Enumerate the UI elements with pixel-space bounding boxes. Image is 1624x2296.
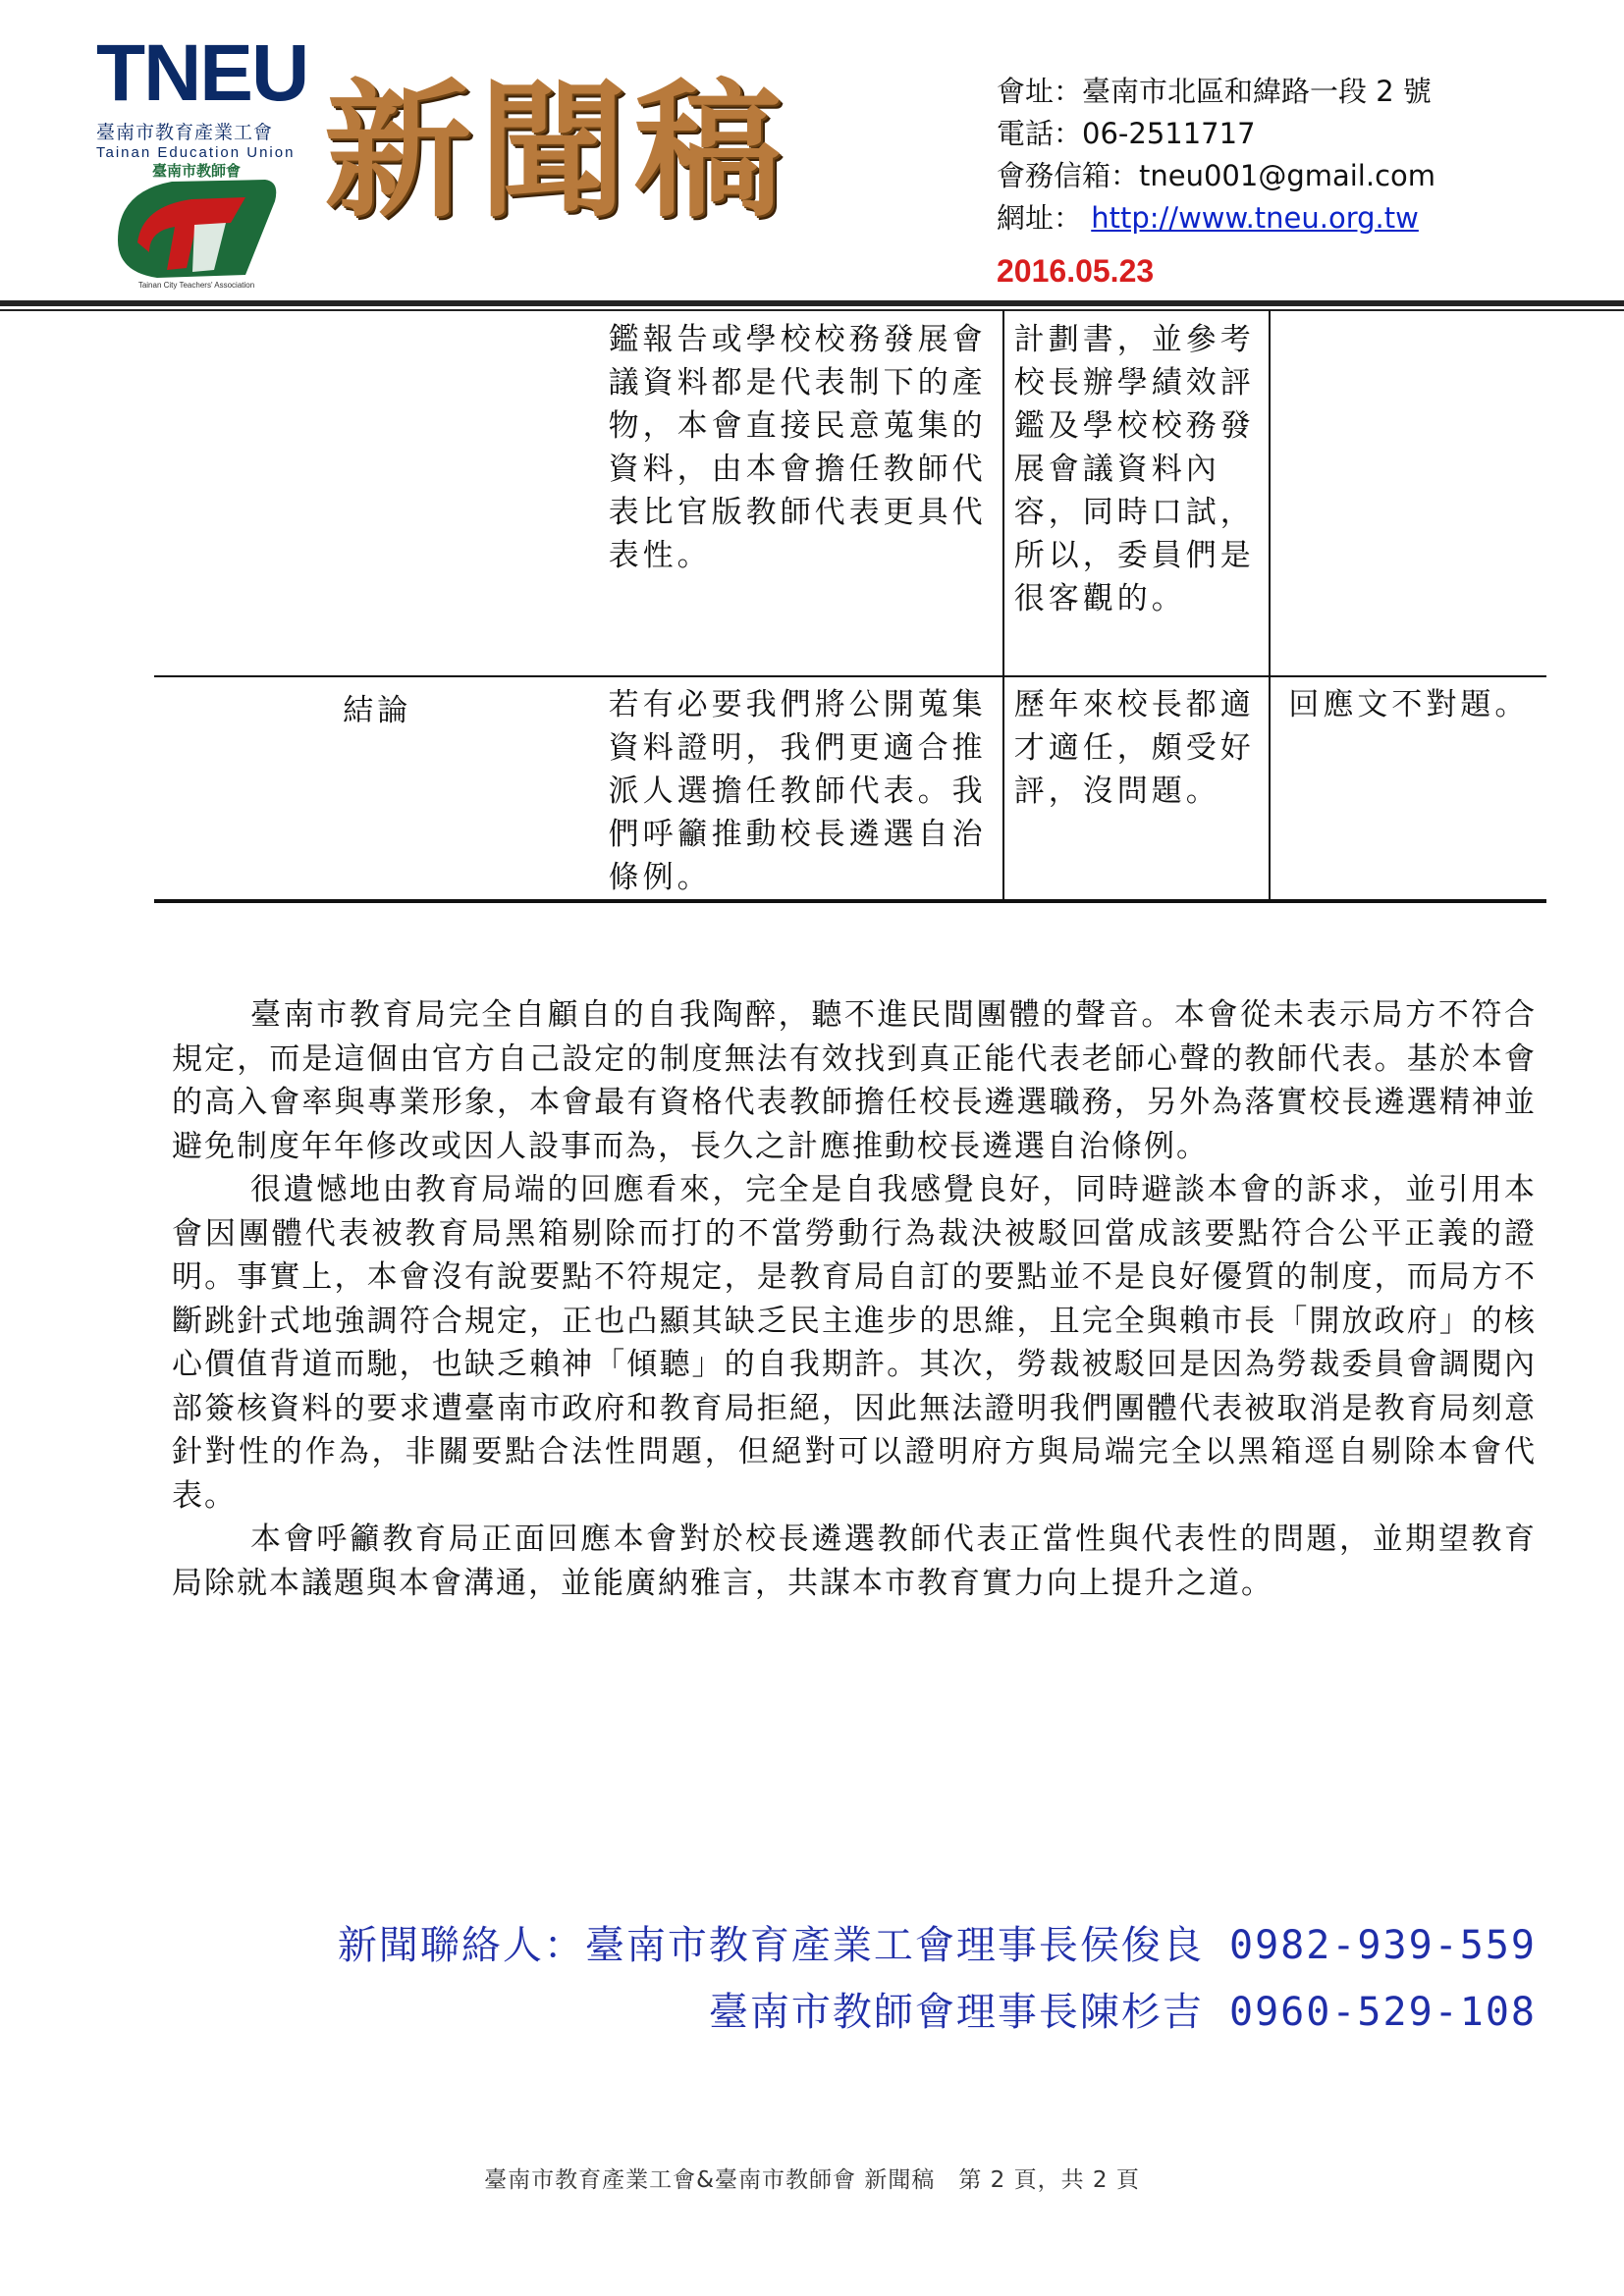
tneu-logo	[96, 28, 308, 161]
website-link[interactable]: http://www.tneu.org.tw	[1091, 201, 1419, 235]
seal-title: 臺南市教師會	[151, 162, 242, 180]
union-name-en: Tainan Education Union	[96, 144, 296, 161]
tneu-logo-text: TNEU	[96, 28, 308, 118]
header-divider-thick	[0, 300, 1624, 306]
bureau-response-cell: 計劃書，並參考校長辦學績效評鑑及學校校務發展會議資料內容，同時口試，所以，委員們是很客觀的。	[1003, 310, 1271, 676]
website-label: 網址：	[997, 201, 1083, 235]
table-row	[154, 310, 1546, 676]
union-name-zh: 臺南市教育產業工會	[96, 122, 274, 143]
comparison-table	[154, 310, 1546, 903]
phone-line: 電話：06-2511717	[997, 117, 1256, 150]
headline-news-release: 新聞稿	[324, 67, 790, 238]
comment-cell: 回應文不對題。	[1270, 676, 1546, 901]
seal-subtitle: Tainan City Teachers' Association	[137, 281, 255, 290]
release-date: 2016.05.23	[997, 253, 1155, 289]
bureau-response-cell: 歷年來校長都適才適任，頗受好評，沒問題。	[1003, 676, 1271, 901]
press-contact-1: 新聞聯絡人：臺南市教育產業工會理事長侯俊良 0982-939-559	[337, 1923, 1537, 1968]
body-paragraph: 很遺憾地由教育局端的回應看來，完全是自我感覺良好，同時避談本會的訴求，並引用本會因團體代表被教育局黑箱剔除而打的不當勞動行為裁決被駁回當成該要點符合公平正義的證明。事實上，本會沒有說要點不符規定，是教育局自訂的要點並不是良好優質的制度，而局方不斷跳針式地強調符合規定，正也凸顯其缺乏民主進步的思維，且完全與賴市長「開放政府」的核心價值背道而馳，也缺乏賴神「傾聽」的自我期許。其次，勞裁被駁回是因為勞裁委員會調閱內部簽核資料的要求遭臺南市政府和教育局拒絕，因此無法證明我們團體代表被取消是教育局刻意針對性的作為，非關要點合法性問題，但絕對可以證明府方與局端完全以黑箱逕自剔除本會代表。	[172, 1172, 1537, 1514]
press-release-body	[172, 993, 1537, 1605]
table-row	[154, 676, 1546, 901]
teachers-association-seal	[98, 162, 295, 290]
page-footer: 臺南市教育產業工會&臺南市教師會 新聞稿 第 2 頁，共 2 頁	[484, 2167, 1140, 2193]
row-label-cell	[154, 310, 601, 676]
union-position-cell: 鑑報告或學校校務發展會議資料都是代表制下的產物，本會直接民意蒐集的資料，由本會擔任教師代表比官版教師代表更具代表性。	[601, 310, 1003, 676]
comment-cell	[1270, 310, 1546, 676]
email-line: 會務信箱：tneu001@gmail.com	[997, 159, 1436, 192]
press-contact-2: 臺南市教師會理事長陳杉吉 0960-529-108	[708, 1990, 1537, 2035]
union-position-cell: 若有必要我們將公開蒐集資料證明，我們更適合推派人選擔任教師代表。我們呼籲推動校長遴選自治條例。	[601, 676, 1003, 901]
body-paragraph: 本會呼籲教育局正面回應本會對於校長遴選教師代表正當性與代表性的問題，並期望教育局除就本議題與本會溝通，並能廣納雅言，共謀本市教育實力向上提升之道。	[172, 1522, 1537, 1601]
body-paragraph: 臺南市教育局完全自顧自的自我陶醉，聽不進民間團體的聲音。本會從未表示局方不符合規定，而是這個由官方自己設定的制度無法有效找到真正能代表老師心聲的教師代表。基於本會的高入會率與專業形象，本會最有資格代表教師擔任校長遴選職務，另外為落實校長遴選精神並避免制度年年修改或因人設事而為，長久之計應推動校長遴選自治條例。	[172, 997, 1537, 1164]
row-label-cell: 結論	[154, 676, 601, 901]
address-line: 會址：臺南市北區和緯路一段 2 號	[997, 75, 1432, 108]
website-line	[997, 197, 1435, 240]
contact-block	[997, 71, 1435, 240]
